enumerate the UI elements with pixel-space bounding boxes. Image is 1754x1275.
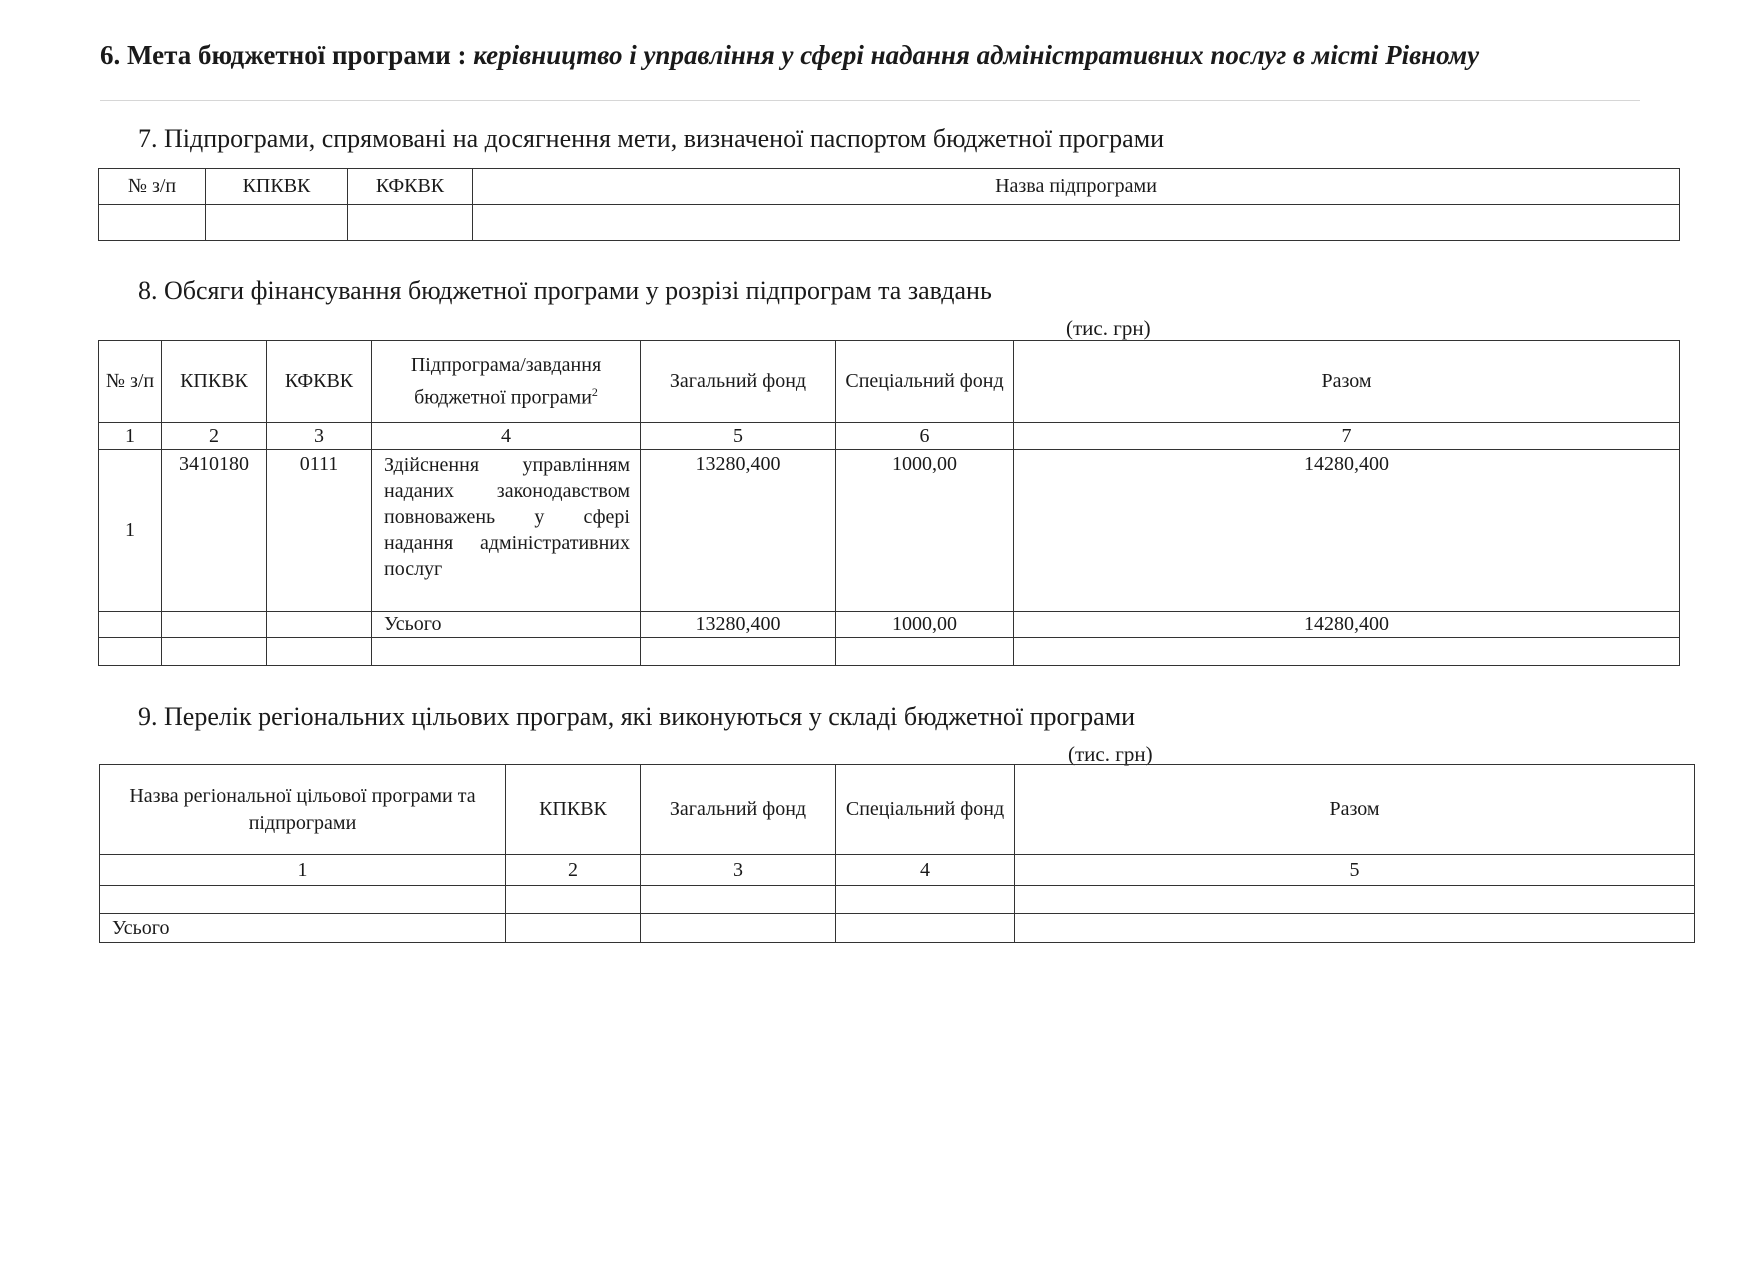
column-number: 5	[1015, 855, 1695, 886]
footnote-mark: 2	[591, 384, 598, 399]
table-row	[99, 638, 1680, 666]
column-number: 1	[99, 423, 162, 450]
section-8-unit: (тис. грн)	[1066, 316, 1151, 340]
section-9-heading: 9. Перелік регіональних цільових програм, які виконуються у складі бюджетної програми	[138, 702, 1136, 731]
table-row	[99, 450, 1680, 612]
row-total: 14280,400	[1014, 450, 1680, 612]
column-number-row	[99, 423, 1680, 450]
regional-programs-table	[99, 764, 1695, 943]
column-number: 7	[1014, 423, 1680, 450]
header-kpkvk: КПКВК	[506, 765, 641, 855]
header-kpkvk: КПКВК	[206, 169, 348, 205]
table-row	[100, 886, 1695, 914]
total-row	[99, 612, 1680, 638]
header-special-fund: Спеціальний фонд	[836, 341, 1014, 423]
row-kfkvk: 0111	[267, 450, 372, 612]
header-num: № з/п	[99, 169, 206, 205]
row-task: Здійснення управлінням наданих законодавством повноважень у сфері надання адміністративних послуг	[372, 450, 641, 612]
table-row	[99, 205, 1680, 241]
total-general-fund: 13280,400	[641, 612, 836, 638]
column-number: 2	[506, 855, 641, 886]
header-general-fund: Загальний фонд	[641, 765, 836, 855]
header-task: Підпрограма/завдання бюджетної програми$^2$	[372, 341, 641, 423]
column-number: 5	[641, 423, 836, 450]
table-header-row	[99, 169, 1680, 205]
total-special-fund: 1000,00	[836, 612, 1014, 638]
header-special-fund: Спеціальний фонд	[836, 765, 1015, 855]
column-number-row	[100, 855, 1695, 886]
column-number: 1	[100, 855, 506, 886]
row-num: 1	[99, 450, 162, 612]
header-general-fund: Загальний фонд	[641, 341, 836, 423]
row-kpkvk: 3410180	[162, 450, 267, 612]
section-6-goal	[100, 40, 1660, 71]
divider	[100, 100, 1640, 101]
total-sum: 14280,400	[1014, 612, 1680, 638]
total-label: Усього	[100, 914, 506, 943]
section-6-goal-text: керівництво і управління у сфері надання адміністративних послуг в місті Рівному	[473, 40, 1480, 70]
section-7-heading: 7. Підпрограми, спрямовані на досягнення мети, визначеної паспортом бюджетної програми	[138, 124, 1165, 153]
header-num: № з/п	[99, 341, 162, 423]
column-number: 3	[267, 423, 372, 450]
table-header-row	[100, 765, 1695, 855]
column-number: 4	[372, 423, 641, 450]
column-number: 3	[641, 855, 836, 886]
header-kfkvk: КФКВК	[348, 169, 473, 205]
header-total: Разом	[1014, 341, 1680, 423]
financing-table	[98, 340, 1680, 666]
total-row	[100, 914, 1695, 943]
header-total: Разом	[1015, 765, 1695, 855]
total-label: Усього	[372, 612, 641, 638]
row-special-fund: 1000,00	[836, 450, 1014, 612]
column-number: 4	[836, 855, 1015, 886]
header-subprogram-name: Назва підпрограми	[473, 169, 1680, 205]
section-9-unit: (тис. грн)	[1068, 742, 1153, 766]
table-header-row	[99, 341, 1680, 423]
column-number: 6	[836, 423, 1014, 450]
header-kpkvk: КПКВК	[162, 341, 267, 423]
subprograms-table	[98, 168, 1680, 241]
column-number: 2	[162, 423, 267, 450]
section-6-label: 6. Мета бюджетної програми :	[100, 40, 467, 70]
row-general-fund: 13280,400	[641, 450, 836, 612]
header-program-name: Назва регіональної цільової програми та підпрограми	[100, 765, 506, 855]
header-kfkvk: КФКВК	[267, 341, 372, 423]
section-8-heading: 8. Обсяги фінансування бюджетної програми у розрізі підпрограм та завдань	[138, 276, 992, 305]
